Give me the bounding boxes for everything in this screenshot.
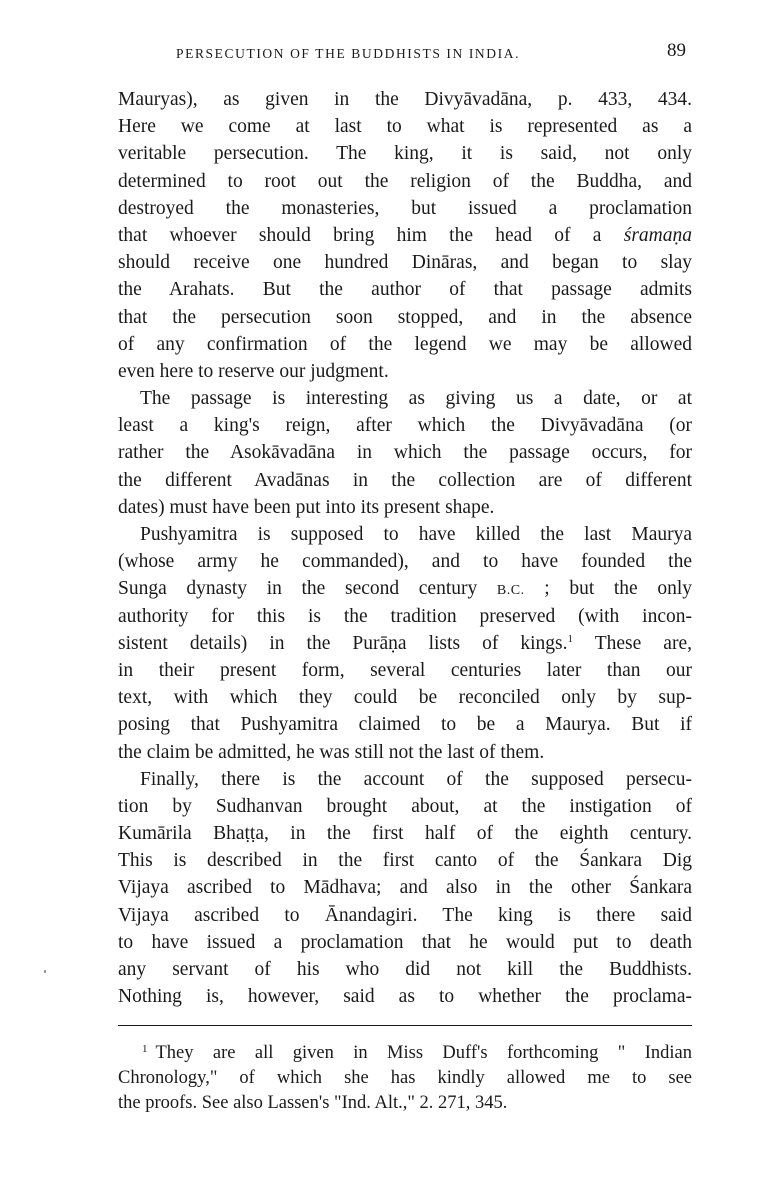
text-fragment: They are all given in Miss Duff's forthcoming " Indian [155,1043,692,1063]
footnote-reference[interactable]: 1 [567,632,573,645]
footnote-marker: 1 [142,1043,148,1055]
scan-speck [44,970,46,973]
footnote [118,1041,692,1116]
text-fragment: sistent details) in the Purāṇa lists of kings. [118,632,568,654]
text-line: The passage is interesting as giving us a date, or at [140,388,692,410]
text-line: (whose army he commanded), and to have founded the [118,551,692,573]
running-head [118,38,692,68]
text-line: Vijaya ascribed to Ānandagiri. The king is there said [118,904,692,926]
footnote-line: Chronology," of which she has kindly allowed me to see [118,1068,692,1088]
text-line: authority for this is the tradition preserved (with incon- [118,605,692,627]
text-line: that the persecution soon stopped, and in the absence [118,306,692,328]
text-line: in their present form, several centuries later than our [118,659,692,681]
text-line: least a king's reign, after which the Divyāvadāna (or [118,415,692,437]
text-line: Here we come at last to what is represented as a [118,116,692,138]
footnote-line: the proofs. See also Lassen's "Ind. Alt.," 2. 271, 345. [118,1093,508,1113]
text-line: of any confirmation of the legend we may be allowed [118,333,692,355]
text-line: should receive one hundred Dināras, and began to slay [118,252,692,274]
smallcaps-abbreviation: B.C. [496,583,525,599]
text-line: Pushyamitra is supposed to have killed the last Maurya [140,524,692,545]
text-line: the different Avadānas in the collection are of different [118,469,692,491]
paragraph [118,766,692,1011]
text-line [118,575,692,602]
text-line: to have issued a proclamation that he would put to death [118,931,692,953]
text-line: Finally, there is the account of the supposed persecu- [140,768,692,790]
text-line: posing that Pushyamitra claimed to be a Maurya. But if [118,714,692,736]
text-line [118,630,692,657]
text-fragment: These are, [594,632,692,654]
text-line: even here to reserve our judgment. [118,360,389,382]
text-line: any servant of his who did not kill the Buddhists. [118,959,692,980]
footnote-line [118,1041,692,1066]
body-text [118,86,692,1010]
text-line: Kumārila Bhaṭṭa, in the first half of the eighth century. [118,823,692,845]
paragraph [118,521,692,766]
text-line: This is described in the first canto of the Śankara Dig [118,850,692,872]
text-fragment: Sunga dynasty in the second century [118,578,478,600]
paragraph [118,385,692,521]
text-line: destroyed the monasteries, but issued a proclamation [118,197,692,219]
text-line: rather the Asokāvadāna in which the passage occurs, for [118,442,692,464]
text-line: that whoever should bring him the head of a śramaṇa [118,224,692,246]
text-fragment: ; but the only [544,578,693,600]
text-line: Mauryas), as given in the Divyāvadāna, p. 433, 434. [118,89,692,110]
text-line: the claim be admitted, he was still not the last of them. [118,741,545,763]
text-line: tion by Sudhanvan brought about, at the instigation of [118,795,692,817]
running-title: PERSECUTION OF THE BUDDHISTS IN INDIA. [176,46,521,61]
text-line: dates) must have been put into its present shape. [118,496,495,518]
text-line: Vijaya ascribed to Mādhava; and also in the other Śankara [118,877,692,899]
text-line: Nothing is, however, said as to whether the proclama- [118,986,692,1008]
footnote-divider [118,1025,692,1026]
text-line: determined to root out the religion of the Buddha, and [118,170,692,192]
text-line: the Arahats. But the author of that passage admits [118,279,692,301]
paragraph [118,86,692,385]
text-line: text, with which they could be reconciled only by sup- [118,687,692,709]
italic-term: śramaṇa [623,224,692,246]
text-line: veritable persecution. The king, it is said, not only [118,143,692,165]
page-number: 89 [667,40,686,61]
